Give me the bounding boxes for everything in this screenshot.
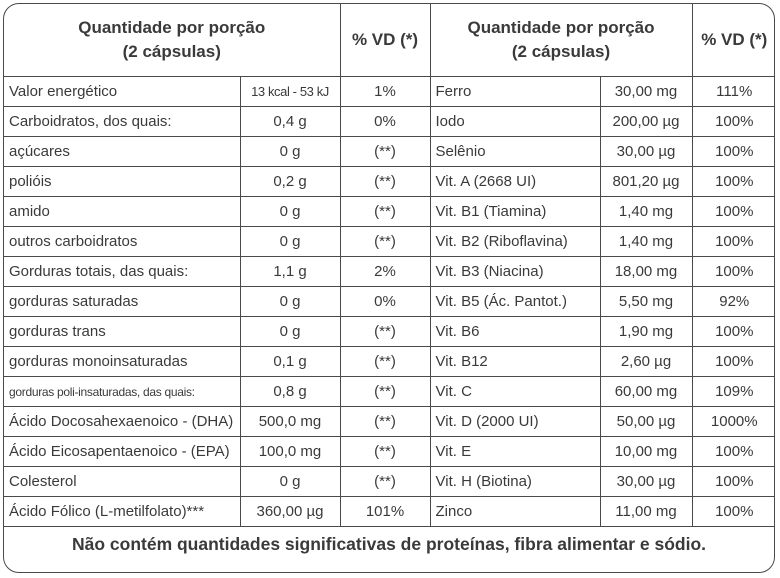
left-nutrient-amount: 0,1 g (240, 347, 340, 377)
left-nutrient-name: gorduras trans (4, 317, 240, 347)
right-nutrient-vd: 100% (692, 437, 775, 467)
right-nutrient-name: Vit. E (430, 437, 600, 467)
left-nutrient-amount: 0,2 g (240, 167, 340, 197)
table-row (4, 377, 775, 407)
right-nutrient-amount: 18,00 mg (600, 257, 692, 287)
left-nutrient-vd: 1% (340, 77, 430, 107)
right-nutrient-name: Vit. B3 (Niacina) (430, 257, 600, 287)
left-nutrient-amount: 1,1 g (240, 257, 340, 287)
left-nutrient-amount: 0,8 g (240, 377, 340, 407)
right-nutrient-amount: 1,90 mg (600, 317, 692, 347)
right-nutrient-vd: 1000% (692, 407, 775, 437)
right-nutrient-amount: 2,60 µg (600, 347, 692, 377)
right-header-line1: Quantidade por porção (467, 18, 655, 37)
left-nutrient-vd: (**) (340, 137, 430, 167)
left-nutrient-amount: 100,0 mg (240, 437, 340, 467)
left-nutrient-name: Ácido Eicosapentaenoico - (EPA) (4, 437, 240, 467)
left-nutrient-name: polióis (4, 167, 240, 197)
left-nutrient-amount: 0 g (240, 137, 340, 167)
right-nutrient-name: Zinco (430, 497, 600, 527)
left-header-line2: (2 cápsulas) (122, 42, 221, 61)
right-nutrient-name: Vit. B5 (Ác. Pantot.) (430, 287, 600, 317)
right-header-title (430, 4, 692, 77)
right-nutrient-name: Vit. A (2668 UI) (430, 167, 600, 197)
left-nutrient-vd: (**) (340, 467, 430, 497)
right-nutrient-amount: 30,00 µg (600, 137, 692, 167)
table-header-row (4, 4, 775, 77)
left-nutrient-vd: 0% (340, 107, 430, 137)
right-nutrient-vd: 92% (692, 287, 775, 317)
right-header-line2: (2 cápsulas) (511, 42, 611, 61)
right-nutrient-name: Vit. C (430, 377, 600, 407)
right-nutrient-vd: 111% (692, 77, 775, 107)
table-row (4, 497, 775, 527)
right-nutrient-amount: 1,40 mg (600, 197, 692, 227)
right-nutrient-vd: 100% (692, 197, 775, 227)
right-nutrient-vd: 100% (692, 497, 775, 527)
left-header-title (4, 4, 340, 77)
left-nutrient-name: Carboidratos, dos quais: (4, 107, 240, 137)
left-nutrient-vd: 101% (340, 497, 430, 527)
right-nutrient-amount: 30,00 µg (600, 467, 692, 497)
left-nutrient-name: Ácido Docosahexaenoico - (DHA) (4, 407, 240, 437)
table-row (4, 257, 775, 287)
right-nutrient-amount: 30,00 mg (600, 77, 692, 107)
right-vd-header: % VD (*) (692, 4, 775, 77)
left-nutrient-amount: 0 g (240, 467, 340, 497)
table-row (4, 77, 775, 107)
left-nutrient-vd: (**) (340, 167, 430, 197)
right-nutrient-amount: 11,00 mg (600, 497, 692, 527)
nutrition-table (4, 4, 775, 527)
left-nutrient-vd: (**) (340, 227, 430, 257)
left-nutrient-amount: 0 g (240, 227, 340, 257)
table-row (4, 347, 775, 377)
left-nutrient-name: Ácido Fólico (L-metilfolato)*** (4, 497, 240, 527)
left-header-line1: Quantidade por porção (78, 18, 266, 37)
left-nutrient-name: gorduras saturadas (4, 287, 240, 317)
right-nutrient-amount: 5,50 mg (600, 287, 692, 317)
footer-note: Não contém quantidades significativas de proteínas, fibra alimentar e sódio. (71, 534, 707, 554)
right-nutrient-vd: 100% (692, 167, 775, 197)
left-nutrient-name: amido (4, 197, 240, 227)
left-nutrient-amount: 360,00 µg (240, 497, 340, 527)
right-nutrient-name: Vit. B12 (430, 347, 600, 377)
table-row (4, 197, 775, 227)
left-nutrient-vd: (**) (340, 347, 430, 377)
left-nutrient-vd: (**) (340, 197, 430, 227)
left-nutrient-name: açúcares (4, 137, 240, 167)
right-nutrient-name: Vit. B6 (430, 317, 600, 347)
left-nutrient-vd: (**) (340, 437, 430, 467)
table-row (4, 467, 775, 497)
left-nutrient-amount: 500,0 mg (240, 407, 340, 437)
left-nutrient-amount: 0,4 g (240, 107, 340, 137)
left-nutrient-name: gorduras poli-insaturadas, das quais: (4, 377, 240, 407)
nutrition-facts-table (3, 3, 775, 573)
right-nutrient-vd: 100% (692, 467, 775, 497)
left-nutrient-amount: 13 kcal - 53 kJ (240, 77, 340, 107)
right-nutrient-name: Vit. H (Biotina) (430, 467, 600, 497)
left-nutrient-name: Colesterol (4, 467, 240, 497)
right-nutrient-vd: 100% (692, 347, 775, 377)
table-row (4, 137, 775, 167)
right-nutrient-name: Vit. B2 (Riboflavina) (430, 227, 600, 257)
right-nutrient-name: Selênio (430, 137, 600, 167)
right-nutrient-vd: 100% (692, 227, 775, 257)
table-row (4, 227, 775, 257)
right-nutrient-name: Iodo (430, 107, 600, 137)
left-nutrient-name: Gorduras totais, das quais: (4, 257, 240, 287)
left-nutrient-amount: 0 g (240, 197, 340, 227)
table-row (4, 107, 775, 137)
left-nutrient-vd: (**) (340, 407, 430, 437)
left-nutrient-amount: 0 g (240, 317, 340, 347)
left-nutrient-vd: (**) (340, 377, 430, 407)
right-nutrient-amount: 50,00 µg (600, 407, 692, 437)
left-nutrient-vd: 0% (340, 287, 430, 317)
left-nutrient-amount: 0 g (240, 287, 340, 317)
right-nutrient-vd: 109% (692, 377, 775, 407)
right-nutrient-vd: 100% (692, 107, 775, 137)
left-nutrient-name: gorduras monoinsaturadas (4, 347, 240, 377)
left-nutrient-name: Valor energético (4, 77, 240, 107)
table-row (4, 317, 775, 347)
right-nutrient-amount: 10,00 mg (600, 437, 692, 467)
table-row (4, 437, 775, 467)
right-nutrient-vd: 100% (692, 257, 775, 287)
right-nutrient-amount: 1,40 mg (600, 227, 692, 257)
left-nutrient-vd: (**) (340, 317, 430, 347)
table-row (4, 407, 775, 437)
right-nutrient-amount: 200,00 µg (600, 107, 692, 137)
right-nutrient-amount: 801,20 µg (600, 167, 692, 197)
left-nutrient-vd: 2% (340, 257, 430, 287)
table-row (4, 287, 775, 317)
table-row (4, 167, 775, 197)
left-nutrient-name: outros carboidratos (4, 227, 240, 257)
right-nutrient-vd: 100% (692, 137, 775, 167)
right-nutrient-amount: 60,00 mg (600, 377, 692, 407)
right-nutrient-name: Vit. D (2000 UI) (430, 407, 600, 437)
right-nutrient-vd: 100% (692, 317, 775, 347)
left-vd-header: % VD (*) (340, 4, 430, 77)
right-nutrient-name: Vit. B1 (Tiamina) (430, 197, 600, 227)
right-nutrient-name: Ferro (430, 77, 600, 107)
